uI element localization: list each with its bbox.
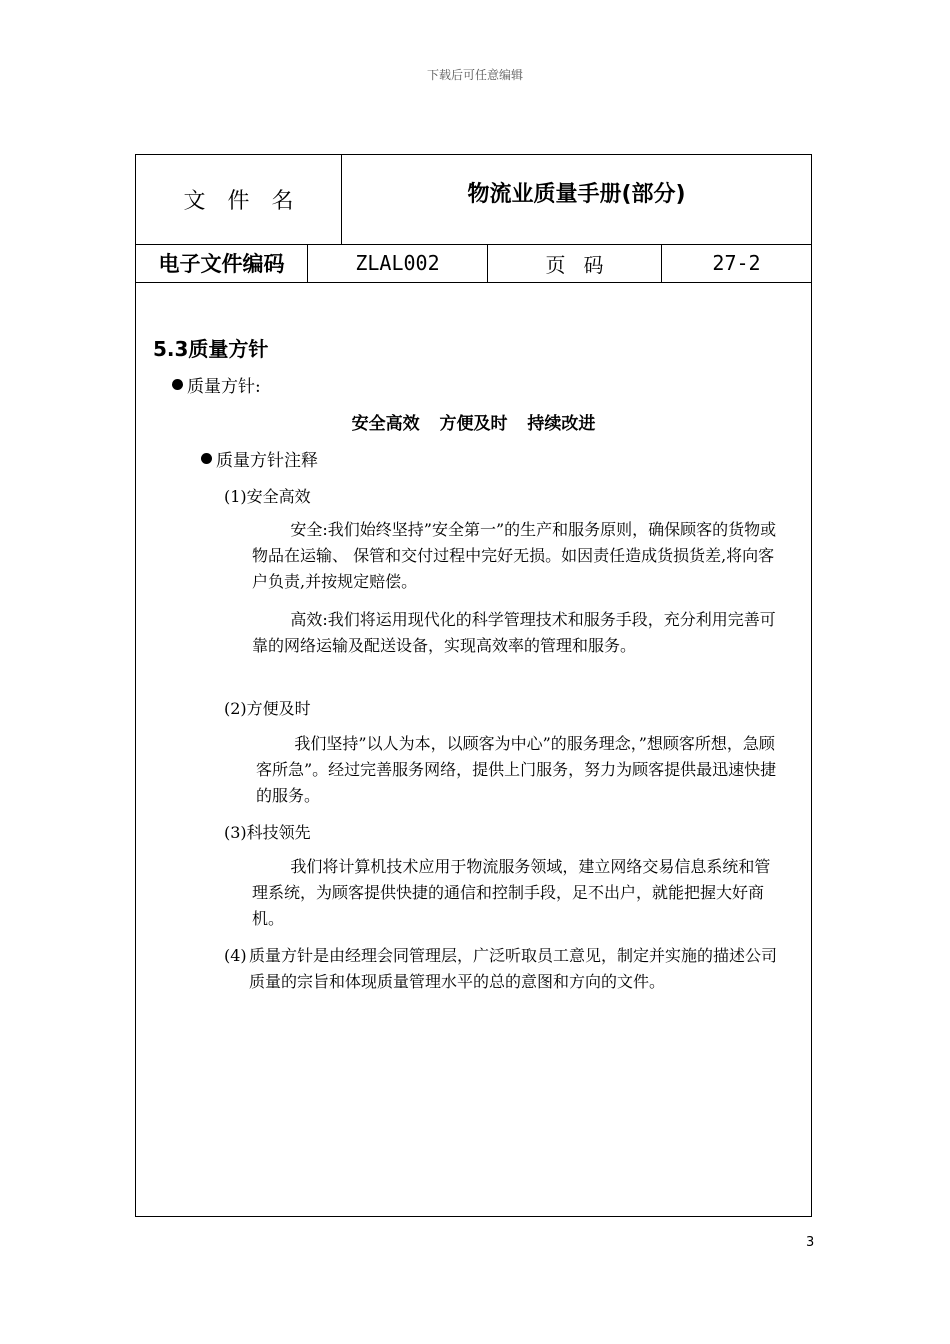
item1-paragraph2: 高效:我们将运用现代化的科学管理技术和服务手段，充分利用完善可靠的网络运输及配送设备，实现高效率的管理和服务。 [252,610,776,655]
section-heading: 5.3质量方针 [153,337,269,361]
notes-bullet-text: 质量方针注释 [216,451,318,471]
bullet-icon [201,453,212,464]
file-code-label: 电子文件编码 [136,244,308,282]
document-title: 物流业质量手册(部分) [467,182,686,207]
info-row [136,244,811,283]
item3-title: (3)科技领先 [224,823,311,842]
policy-bullet [172,372,261,397]
bullet-icon [172,379,183,390]
quality-slogan: 安全高效 方便及时 持续改进 [351,414,596,434]
title-row [136,155,811,245]
item4-number: (4) [224,946,247,965]
page-label: 页码 [488,244,662,282]
item2-paragraph: 我们坚持”以人为本，以顾客为中心”的服务理念，”想顾客所想，急顾客所急”。经过完善服务网络，提供上门服务，努力为顾客提供最迅速快捷的服务。 [256,734,777,805]
notes-bullet [201,446,318,471]
file-code-value: ZLAL002 [308,244,488,282]
page-value: 27-2 [712,251,761,275]
document-table [135,154,812,1217]
item1-paragraph1: 安全:我们始终坚持”安全第一”的生产和服务原则，确保顾客的货物或物品在运输、 保管和交付过程中完好无损。如因责任造成货损货差,将向客户负责,并按规定赔偿。 [252,520,777,591]
item2-title: (2)方便及时 [224,699,311,718]
watermark-text: 下载后可任意编辑 [426,68,523,82]
policy-bullet-text: 质量方针: [187,377,261,397]
page-number: 3 [806,1235,815,1250]
item4-text: 质量方针是由经理会同管理层，广泛听取员工意见，制定并实施的描述公司质量的宗旨和体现质量管理水平的总的意图和方向的文件。 [249,946,778,991]
filename-label: 文件名 [136,155,342,244]
item1-title: (1)安全高效 [224,487,311,506]
item3-paragraph: 我们将计算机技术应用于物流服务领域，建立网络交易信息系统和管理系统，为顾客提供快捷的通信和控制手段，足不出户，就能把握大好商机。 [252,857,771,928]
